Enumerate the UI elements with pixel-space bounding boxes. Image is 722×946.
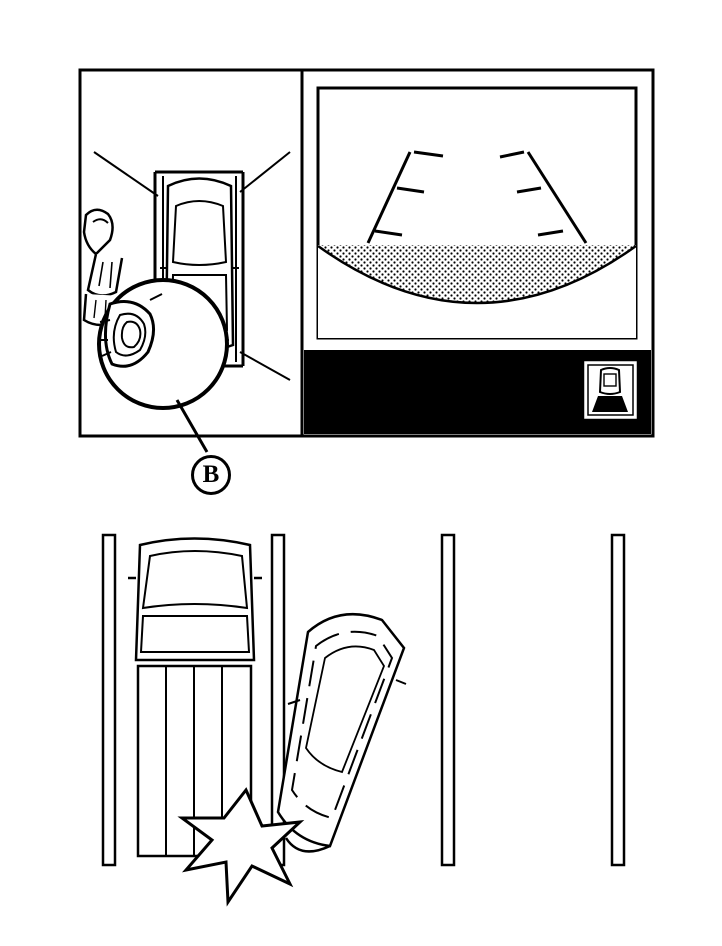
- detail-callout-b-label: B: [191, 455, 231, 495]
- reversing-vehicle: [278, 614, 406, 851]
- collision-scenario-panel: [103, 535, 624, 902]
- rear-camera-monitor-panel: [304, 88, 651, 434]
- rear-view-car-icon: [583, 360, 638, 420]
